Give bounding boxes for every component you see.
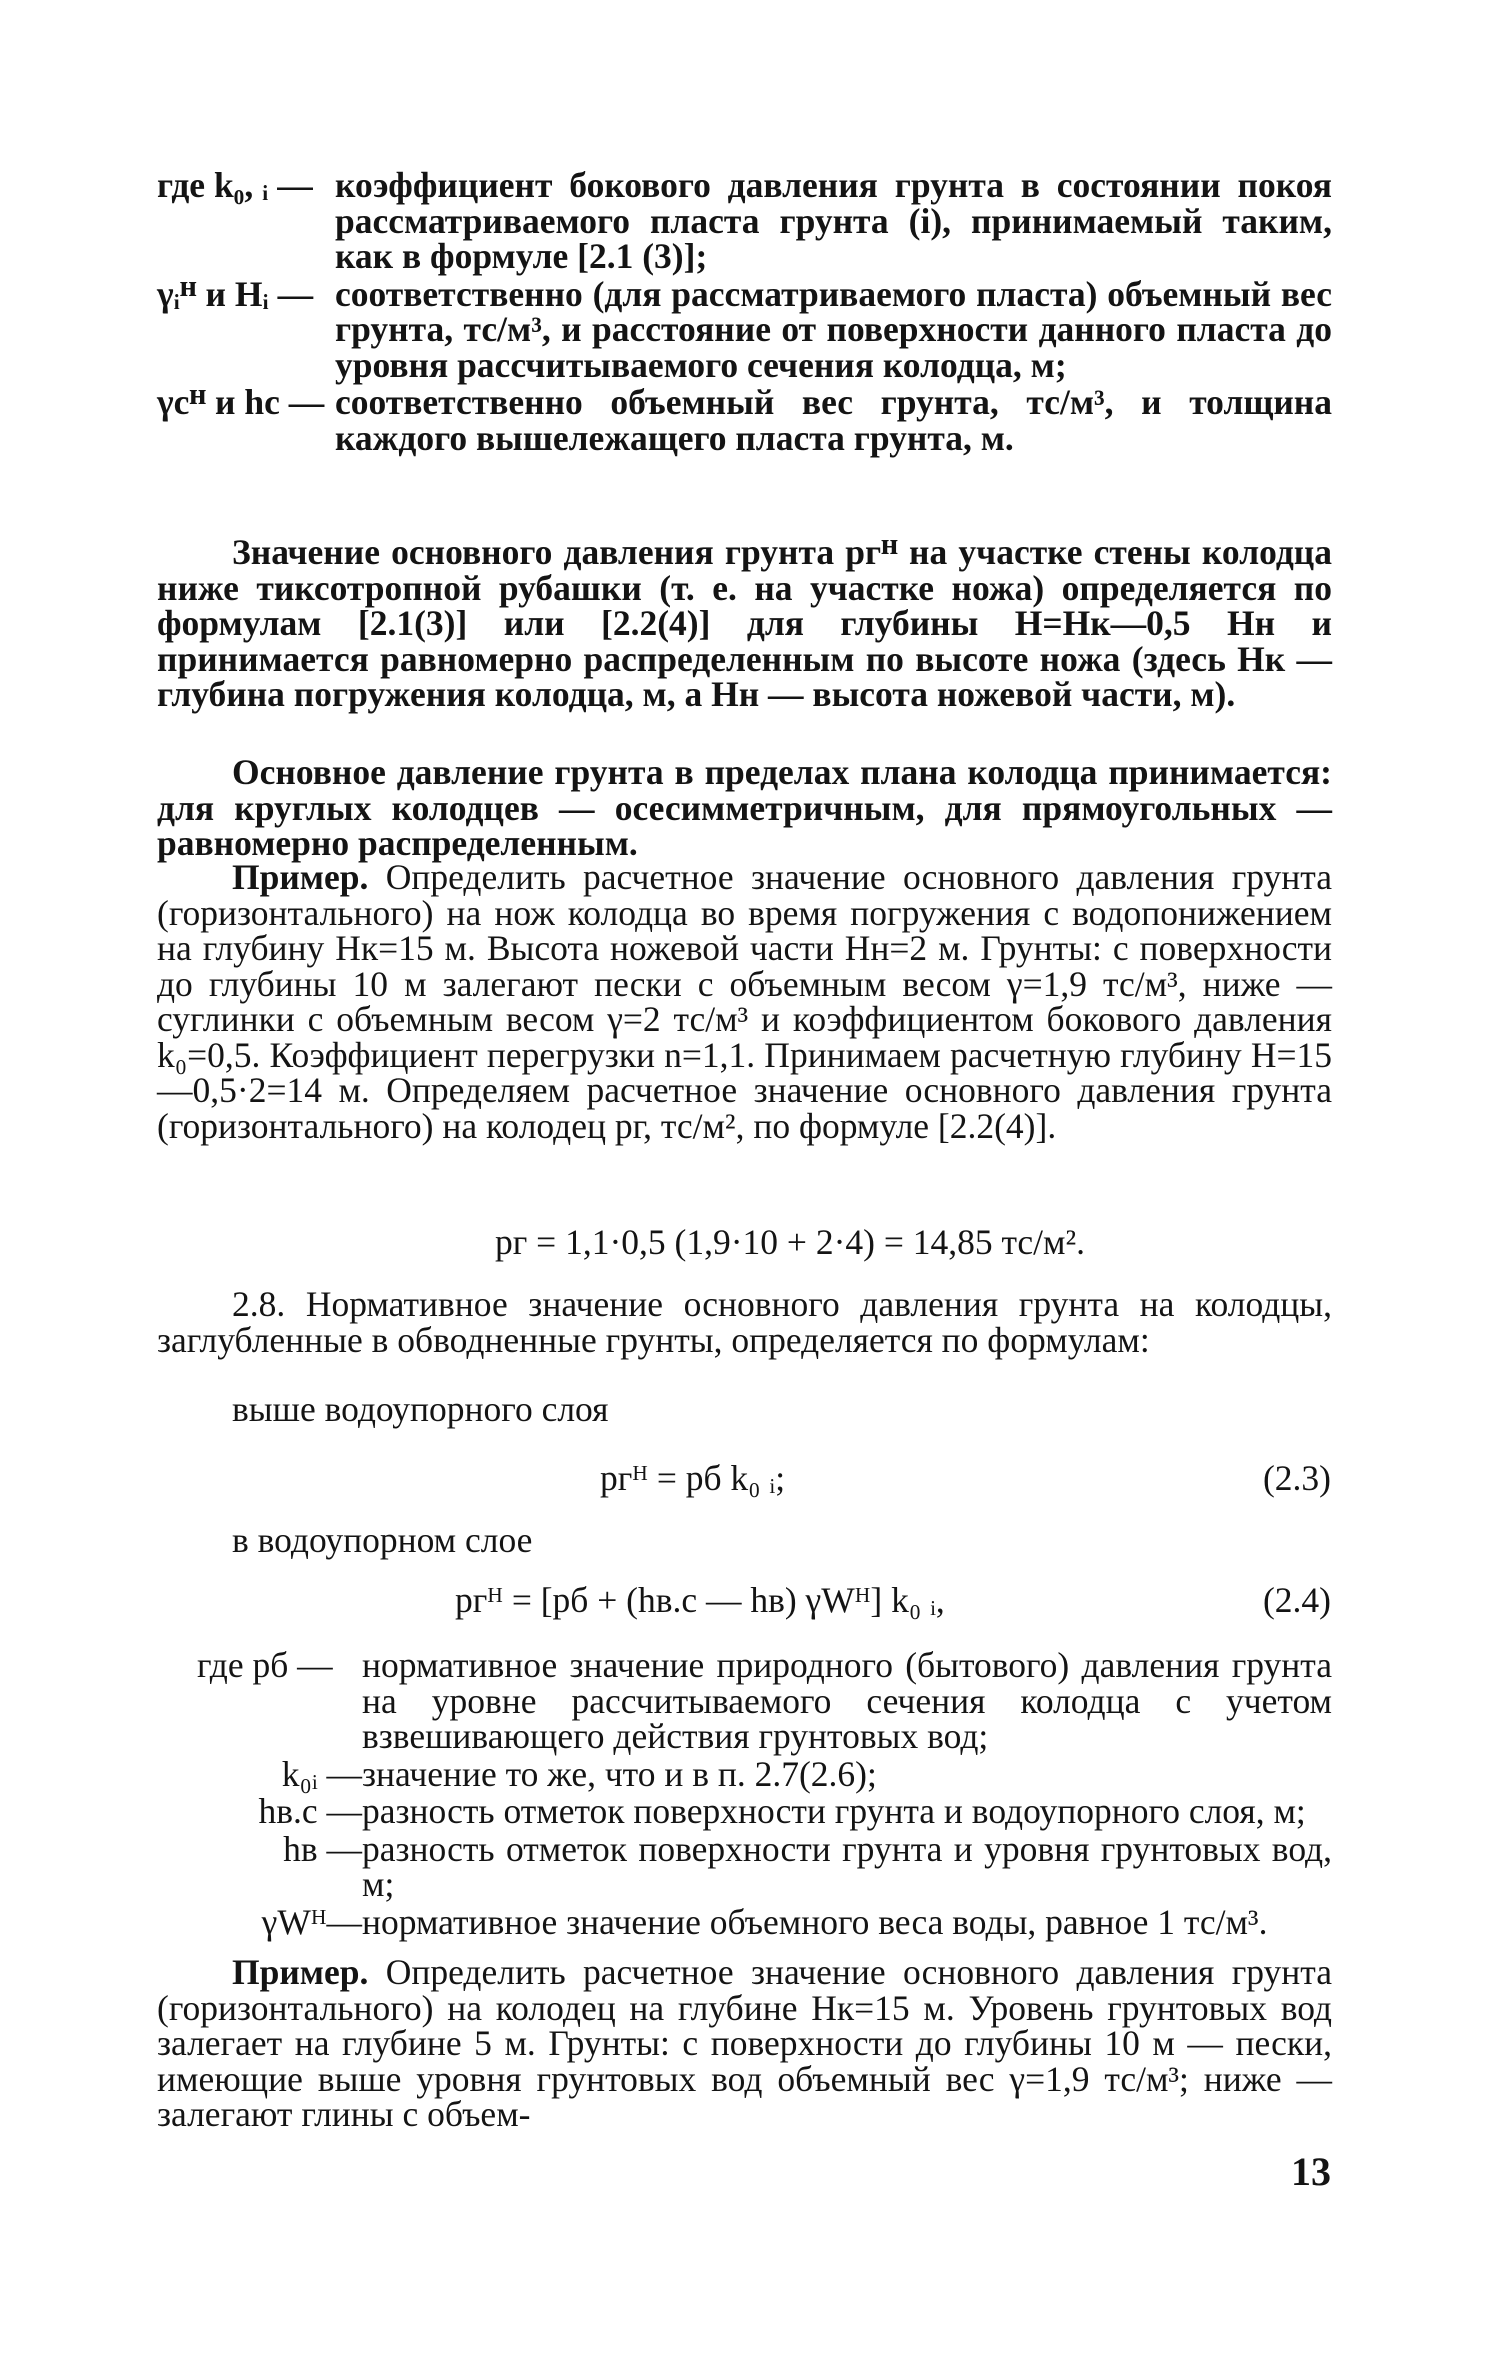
- definition-k0i: [157, 165, 1332, 276]
- definition-term: γWᴴ—: [261, 1901, 362, 1942]
- paragraph-text: Значение основного давления грунта pгᴴ на участке стены колодца ниже тиксотропной рубашки (т. е. на участке ножа) определяется по формулам [2.1(3)] или [2.2(4)] для глубины H=Hк—0,5 Hн и принимается равномерно распределенным по высоте ножа (здесь Hк — глубина погружения колодца, м, а Hн — высота ножевой части, м).: [157, 532, 1332, 714]
- definition-term: hв —: [283, 1828, 362, 1869]
- definition-text: нормативное значение объемного веса воды, равное 1 тс/м³.: [362, 1901, 1268, 1942]
- example-text: Определить расчетное значение основного давления грунта (горизонтального) на колодец на глубине Hк=15 м. Уровень грунтовых вод залегает на глубине 5 м. Грунты: с поверхности до глубины 10 м — пески, имеющие выше уровня грунтовых вод объемный вес γ=1,9 тс/м³; ниже — залегают глины с объем-: [157, 1952, 1333, 2134]
- definition-gamma-i: [157, 273, 1332, 385]
- page-number: 13: [1291, 2149, 1331, 2194]
- definition-pb: [157, 1645, 1332, 1756]
- label-above-layer: выше водоупорного слоя: [232, 1389, 609, 1429]
- example-text: Определить расчетное значение основного давления грунта (горизонтального) на нож колодца во время погружения с водопонижением на глубину Hк=15 м. Высота ножевой части Hн=2 м. Грунты: с поверхности до глубины 10 м залегают пески с объемным весом γ=1,9 тс/м³, ниже — суглинки с объемным весом γ=2 тс/м³ и коэффициентом бокового давления k₀=0,5. Коэффициент перегрузки n=1,1. Принимаем расчетную глубину H=15—0,5·2=14 м. Определяем расчетное значение основного давления грунта (горизонтального) на колодец pг, тс/м², по формуле [2.2(4)].: [157, 857, 1333, 1146]
- definition-term: γcᴴ и hc —: [157, 382, 325, 422]
- definition-gamma-c: [157, 382, 1332, 458]
- example-label: Пример.: [232, 857, 369, 897]
- paragraph-text: Основное давление грунта в пределах плана колодца принимается: для круглых колодцев — осесимметричным, для прямоугольных — равномерно распределенным.: [157, 752, 1332, 863]
- definitions-list-2: [157, 1645, 1332, 1942]
- paragraph-plan-pressure: [157, 752, 1332, 863]
- definitions-list-1: [157, 165, 1332, 458]
- section-text: 2.8. Нормативное значение основного давления грунта на колодцы, заглубленные в обводненные грунты, определяется по формулам:: [157, 1284, 1332, 1360]
- definition-term: где k₀, ᵢ —: [157, 165, 313, 205]
- formula-2-4: pгᴴ = [pб + (hв.с — hв) γWᴴ] k₀ ᵢ,: [455, 1580, 945, 1620]
- definition-text: разность отметок поверхности грунта и уровня грунтовых вод, м;: [362, 1828, 1332, 1904]
- example-1: [157, 857, 1333, 1146]
- formula-2-3: pгᴴ = pб k₀ ᵢ;: [600, 1458, 786, 1498]
- definition-gamma-w: [157, 1901, 1332, 1942]
- definition-text: разность отметок поверхности грунта и водоупорного слоя, м;: [362, 1791, 1306, 1831]
- definition-text: коэффициент бокового давления грунта в состоянии покоя рассматриваемого пласта грунта (i), принимаемый таким, как в формуле [2.1 (3)];: [335, 165, 1332, 276]
- definition-hvs: [157, 1791, 1332, 1831]
- definition-term: γᵢᴴ и Hᵢ —: [157, 273, 314, 314]
- definition-term: hв.с —: [258, 1791, 362, 1831]
- section-2-8: [157, 1284, 1332, 1360]
- definition-text: соответственно (для рассматриваемого пласта) объемный вес грунта, тс/м³, и расстояние от поверхности данного пласта до уровня рассчитываемого сечения колодца, м;: [335, 273, 1332, 385]
- definition-k0i-2: [157, 1753, 1332, 1794]
- label-in-layer: в водоупорном слое: [232, 1520, 533, 1560]
- definition-text: значение то же, что и в п. 2.7(2.6);: [362, 1753, 877, 1794]
- formula-calc-1: pг = 1,1·0,5 (1,9·10 + 2·4) = 14,85 тс/м².: [495, 1222, 1086, 1262]
- example-label: Пример.: [232, 1952, 369, 1992]
- definition-text: нормативное значение природного (бытового) давления грунта на уровне рассчитываемого сечения колодца с учетом взвешивающего действия грунтовых вод;: [362, 1645, 1332, 1756]
- definition-term: где pб —: [197, 1645, 333, 1685]
- example-2: [157, 1952, 1333, 2134]
- definition-hv: [157, 1828, 1332, 1904]
- paragraph-basic-pressure: [157, 532, 1332, 714]
- definition-text: соответственно объемный вес грунта, тс/м³, и толщина каждого вышележащего пласта грунта, м.: [335, 382, 1332, 458]
- definition-term: k₀ᵢ —: [281, 1753, 362, 1794]
- equation-number-2-3: (2.3): [1262, 1458, 1331, 1498]
- equation-number-2-4: (2.4): [1262, 1580, 1331, 1620]
